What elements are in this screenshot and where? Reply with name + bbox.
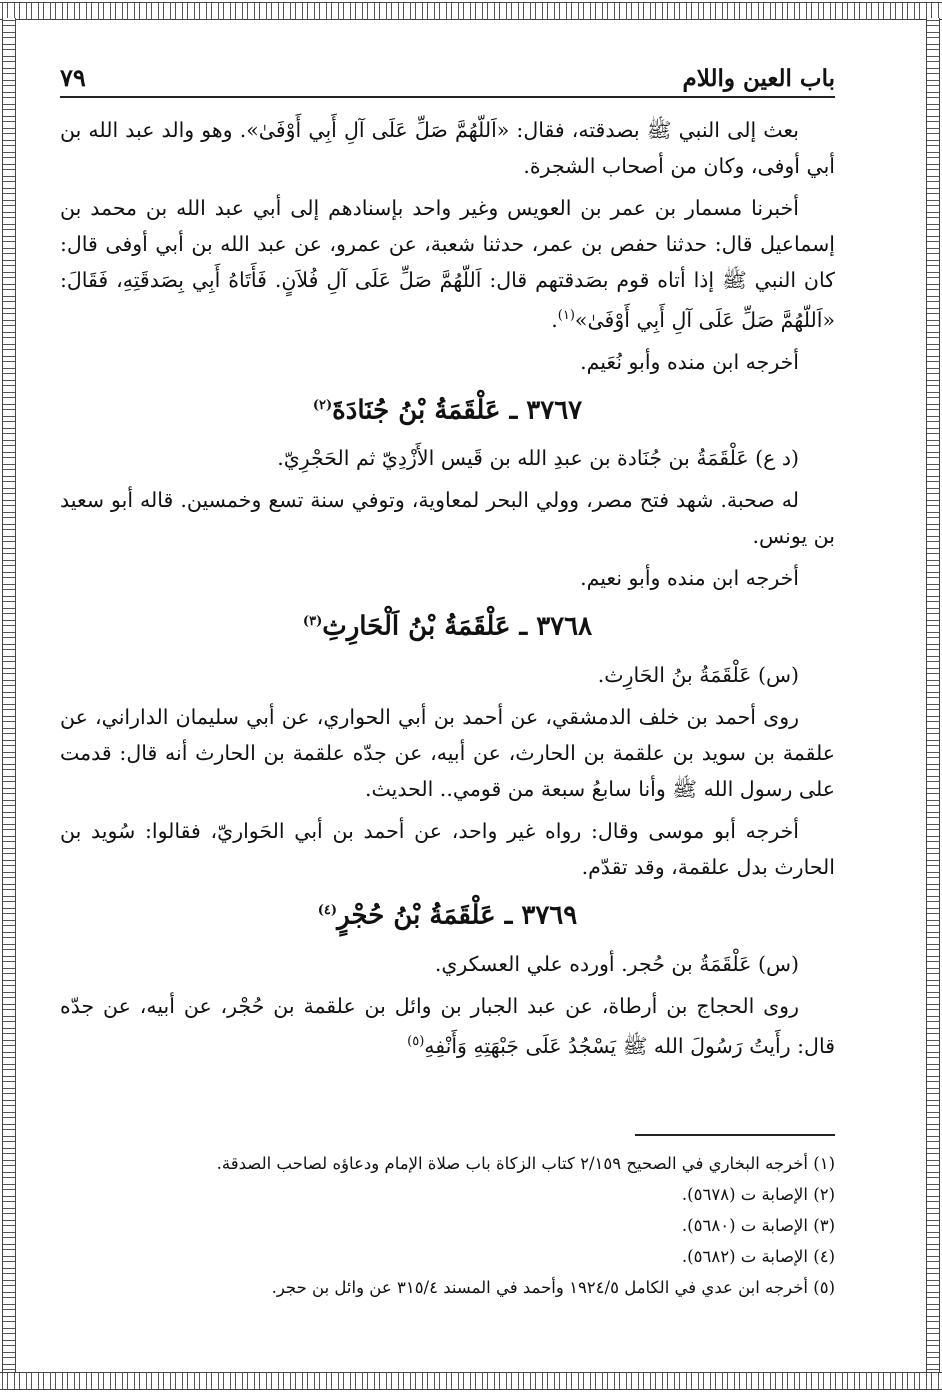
page-border-bottom	[0, 1372, 942, 1390]
page-border-left	[2, 18, 16, 1372]
paragraph-end: .	[551, 307, 558, 332]
paragraph: (س) عَلْقَمَةُ بن حُجر. أورده علي العسكري.	[434, 951, 799, 976]
paragraph-text: روى الحجاج بن أرطاة، عن عبد الجبار بن وائل بن علقمة بن حُجْر، عن أبيه، عن جدّه قال: رأَيتُ رَسُولَ الله ﷺ يَسْجُدُ عَلَى جَبْهَتِهِ وَأَنْفِهِ	[60, 993, 835, 1058]
footnote-ref: (٣)	[302, 614, 323, 630]
footnote: (٣) الإصابة ت (٥٦٨٠).	[681, 1216, 835, 1235]
footnote-ref: (٢)	[312, 397, 333, 413]
paragraph	[60, 190, 835, 338]
page-border-top	[0, 2, 942, 20]
footnote-divider	[635, 1134, 835, 1136]
paragraph-text: أخبرنا مسمار بن عمر بن العويس وغير واحد بإسنادهم إلى أبي عبد الله بن محمد بن إسماعيل قال: حدثنا حفص بن عمر، حدثنا شعبة، عن عمرو، عن عبد الله بن أبي أوفى قال: كان النبي ﷺ إذا أتاه قوم بصَدقتهم قال: اَللّهُمَّ صَلِّ عَلَى آلِ فُلاَنٍ. فَأَتَاهُ أَبِي بِصَدقَتِهِ، فَقَالَ: «اَللّهُمَّ صَلِّ عَلَى آلِ أَبِي أَوْفَىٰ»	[60, 196, 835, 332]
running-header	[60, 58, 835, 98]
paragraph: له صحبة. شهد فتح مصر، وولي البحر لمعاوية، وتوفي سنة تسع وخمسين. قاله أبو سعيد بن يونس.	[60, 488, 835, 549]
paragraph: (د ع) عَلْقَمَةُ بن جُنَادة بن عبدِ الله بن قَيس الأَزْدِيّ ثم الحَجْرِيّ.	[277, 446, 799, 471]
book-page	[60, 58, 835, 1358]
paragraph: بعث إلى النبي ﷺ بصدقته، فقال: «اَللّهُمَّ صَلِّ عَلَى آلِ أَبِي أَوْفَىٰ». وهو والد عبد الله بن أبي أوفى، وكان من أصحاب الشجرة.	[60, 118, 835, 178]
page-body	[60, 112, 835, 1070]
paragraph: أخرجه أبو موسى وقال: رواه غير واحد، عن أحمد بن أبي الحَواريّ، فقالوا: سُويد بن الحارث بدل علقمة، وقد تقدّم.	[60, 819, 835, 880]
entry-heading-text: ٣٧٦٩ ـ عَلْقَمَةُ بْنُ حُجْرٍ	[337, 900, 578, 931]
entry-heading-text: ٣٧٦٧ ـ عَلْقَمَةُ بْنُ جُنَادَةَ	[332, 395, 583, 426]
paragraph	[60, 988, 835, 1064]
footnote-ref: (٥)	[407, 1033, 425, 1049]
footnote-ref: (٤)	[317, 903, 338, 919]
entry-heading-text: ٣٧٦٨ ـ عَلْقَمَةُ بْنُ اَلْحَارِثِ	[322, 612, 593, 643]
entry-heading	[60, 386, 835, 431]
paragraph: أخرجه ابن منده وأبو نعيم.	[580, 566, 799, 591]
paragraph: أخرجه ابن منده وأبو نُعَيم.	[580, 349, 799, 374]
paragraph: روى أحمد بن خلف الدمشقي، عن أحمد بن أبي الحواري، عن أبي سليمان الداراني، عن علقمة بن سويد بن علقمة بن الحارث، عن أبيه، عن جدّه علقمة بن الحارث أنه قال: قدمت على رسول الله ﷺ وأنا سابعُ سبعة من قومي.. الحديث.	[60, 705, 835, 802]
footnote: (٥) أخرجه ابن عدي في الكامل ١٩٢٤/٥ وأحمد في المسند ٣١٥/٤ عن وائل بن حجر.	[271, 1278, 835, 1297]
page-border-right	[926, 18, 940, 1372]
footnote: (٢) الإصابة ت (٥٦٧٨).	[681, 1185, 835, 1204]
footnotes	[60, 1148, 835, 1303]
footnote: (٤) الإصابة ت (٥٦٨٢).	[681, 1247, 835, 1266]
page-number: ٧٩	[60, 63, 86, 92]
paragraph: (س) عَلْقَمَةُ بنُ الحَارِث.	[597, 663, 799, 688]
entry-heading	[60, 602, 835, 647]
running-title: باب العين واللام	[682, 65, 835, 92]
footnote-ref: (١)	[557, 308, 575, 323]
entry-heading	[60, 891, 835, 936]
footnote: (١) أخرجه البخاري في الصحيح ٢/١٥٩ كتاب الزكاة باب صلاة الإمام ودعاؤه لصاحب الصدقة.	[216, 1154, 835, 1173]
